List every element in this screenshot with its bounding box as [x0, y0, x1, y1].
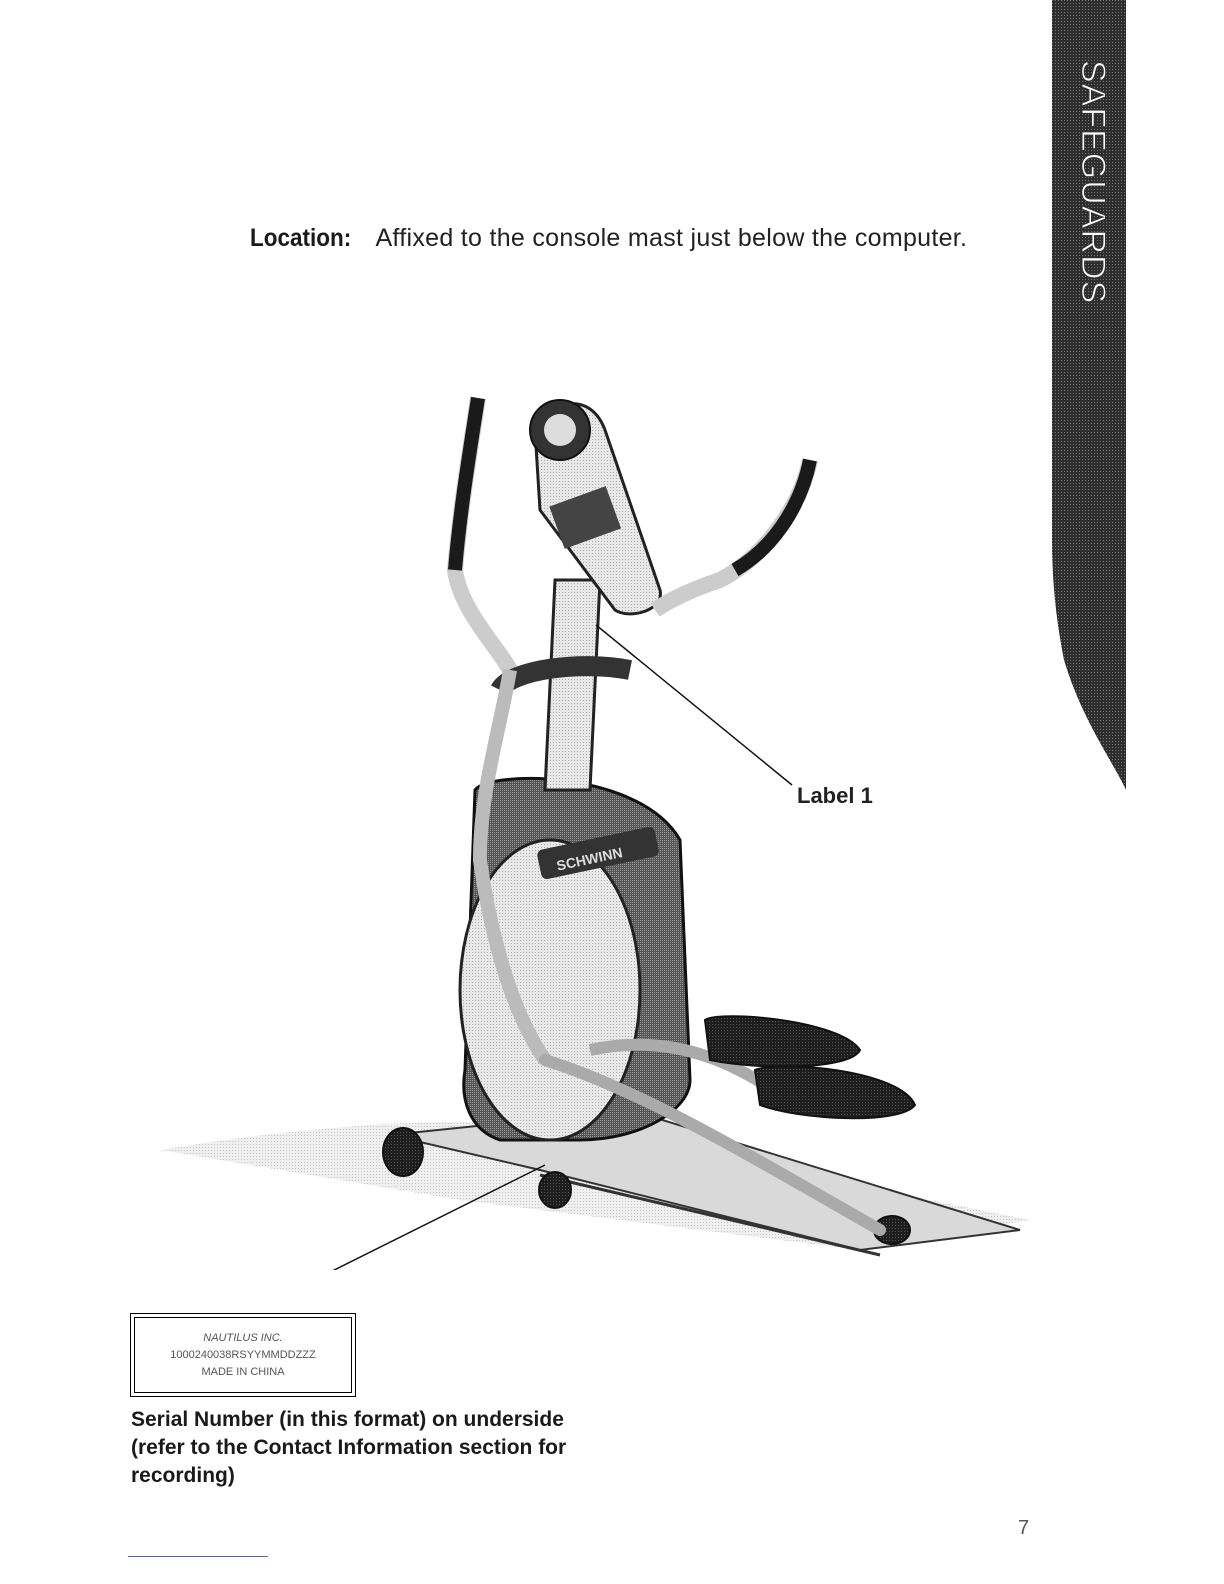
location-label: Location:	[250, 224, 352, 252]
brand-badge: SCHWINN	[555, 844, 624, 874]
page-number: 7	[1018, 1517, 1030, 1539]
serial-company: NAUTILUS INC.	[203, 1331, 283, 1344]
serial-caption: Serial Number (in this format) on underside (refer to the Contact Information section for recording)	[131, 1408, 567, 1487]
serial-format: 1000240038RSYYMMDDZZZ	[170, 1348, 316, 1361]
label-1-callout: Label 1	[797, 783, 873, 808]
serial-number-label	[130, 1313, 356, 1397]
side-tab-label: SAFEGUARDS	[1074, 60, 1112, 305]
footer-rule	[128, 1556, 268, 1557]
serial-origin: MADE IN CHINA	[201, 1365, 285, 1378]
location-text: Affixed to the console mast just below the computer.	[375, 224, 968, 252]
elliptical-trainer-illustration	[160, 370, 1040, 1270]
location-line	[250, 224, 967, 253]
